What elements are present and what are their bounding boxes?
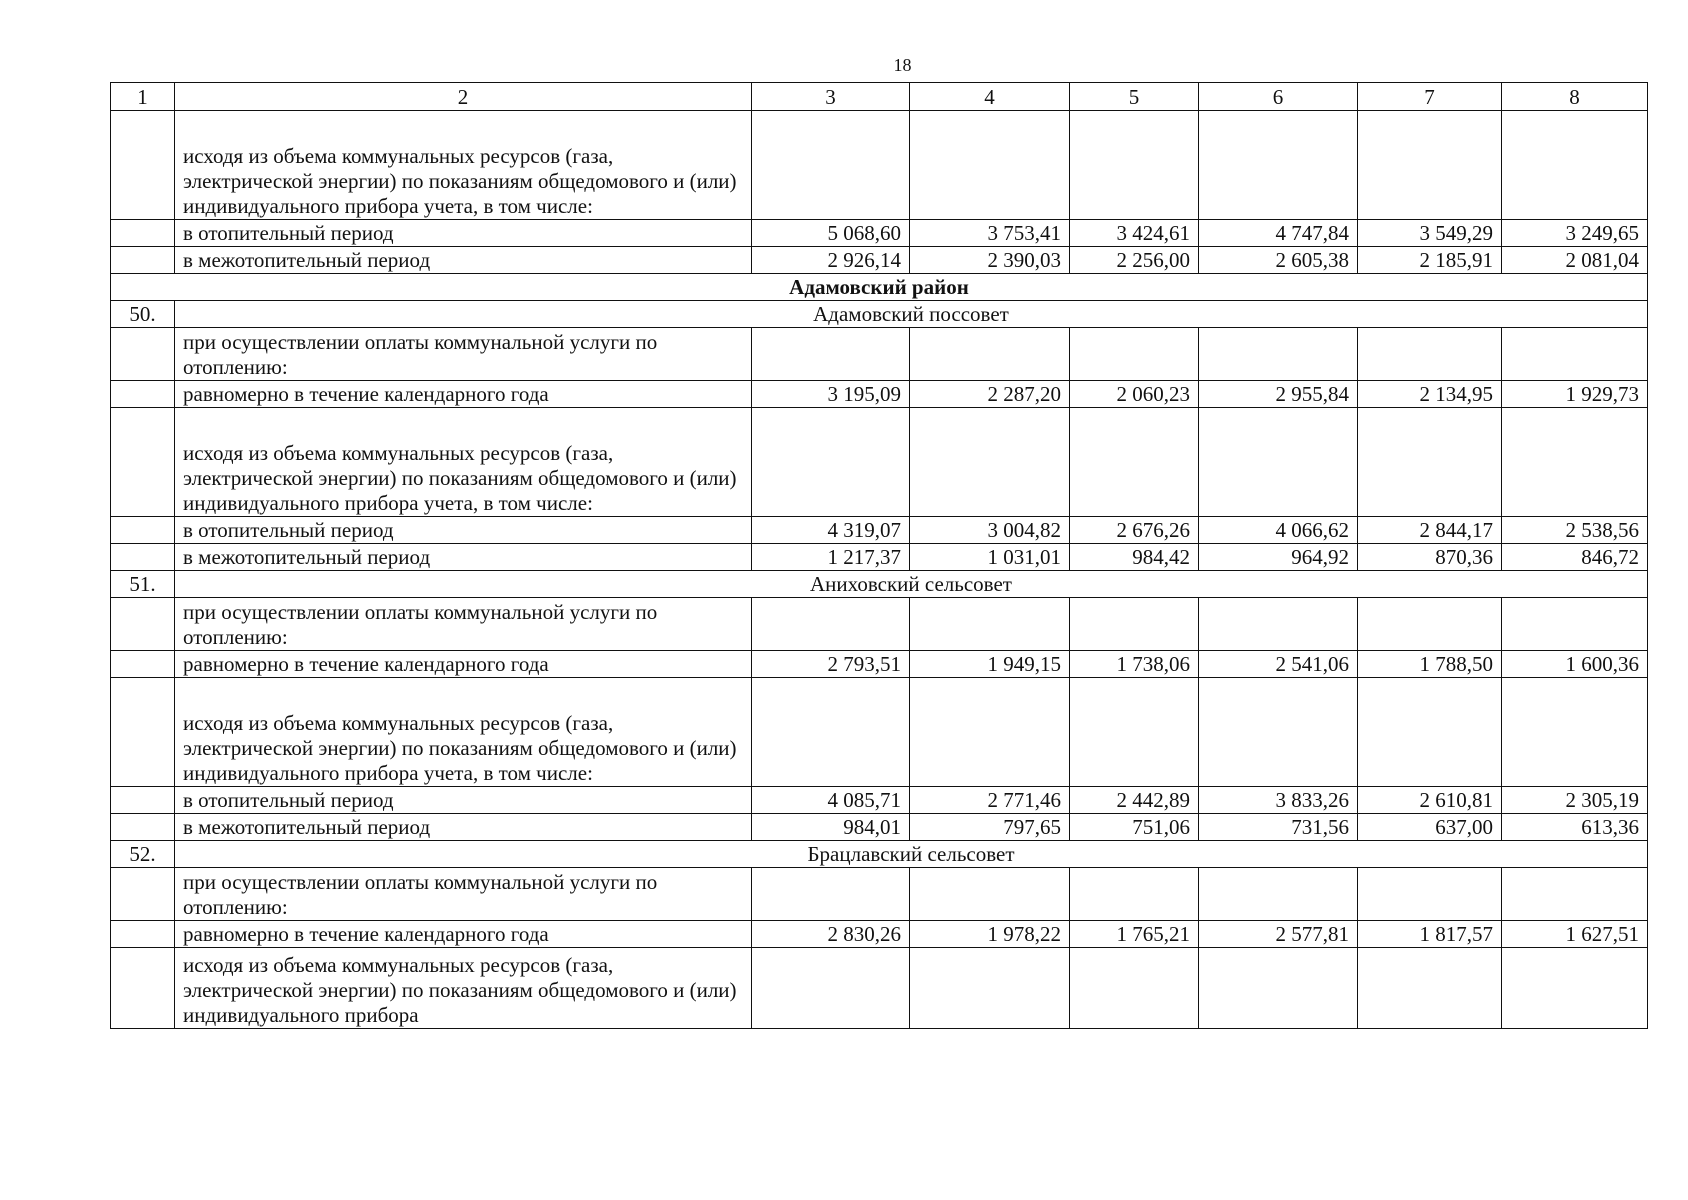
table-row (111, 787, 1648, 814)
value-cell (1358, 868, 1502, 921)
value-cell (1199, 948, 1358, 1029)
value-cell: 1 627,51 (1502, 921, 1648, 948)
row-index (111, 921, 175, 948)
row-index (111, 220, 175, 247)
row-index (111, 111, 175, 220)
row-index: 51. (111, 571, 175, 598)
value-cell: 3 249,65 (1502, 220, 1648, 247)
value-cell: 2 676,26 (1070, 517, 1199, 544)
value-cell: 1 738,06 (1070, 651, 1199, 678)
table-row (111, 814, 1648, 841)
value-cell: 2 442,89 (1070, 787, 1199, 814)
value-cell (1199, 408, 1358, 517)
row-description: в отопительный период (175, 787, 752, 814)
value-cell: 2 830,26 (752, 921, 910, 948)
value-cell (1502, 408, 1648, 517)
value-cell: 984,01 (752, 814, 910, 841)
row-description: в межотопительный период (175, 814, 752, 841)
value-cell: 751,06 (1070, 814, 1199, 841)
value-cell (1199, 328, 1358, 381)
value-cell: 1 788,50 (1358, 651, 1502, 678)
row-description: при осуществлении оплаты коммунальной услуги по отоплению: (175, 598, 752, 651)
column-number-row (111, 83, 1648, 111)
value-cell (910, 868, 1070, 921)
value-cell: 4 319,07 (752, 517, 910, 544)
value-cell (910, 598, 1070, 651)
row-index (111, 328, 175, 381)
row-index (111, 787, 175, 814)
row-index (111, 678, 175, 787)
value-cell (1199, 598, 1358, 651)
column-number: 4 (910, 83, 1070, 111)
value-cell (1358, 328, 1502, 381)
row-index (111, 544, 175, 571)
value-cell: 1 600,36 (1502, 651, 1648, 678)
row-index (111, 247, 175, 274)
row-index: 52. (111, 841, 175, 868)
column-number: 5 (1070, 83, 1199, 111)
row-index (111, 814, 175, 841)
value-cell (1358, 678, 1502, 787)
table-row (111, 678, 1648, 787)
settlement-name: Адамовский поссовет (175, 301, 1648, 328)
row-description: равномерно в течение календарного года (175, 381, 752, 408)
settlement-row (111, 301, 1648, 328)
value-cell (1502, 678, 1648, 787)
value-cell: 3 195,09 (752, 381, 910, 408)
value-cell: 2 185,91 (1358, 247, 1502, 274)
value-cell (1070, 598, 1199, 651)
value-cell: 2 390,03 (910, 247, 1070, 274)
settlement-row (111, 841, 1648, 868)
value-cell (1358, 948, 1502, 1029)
value-cell (1502, 111, 1648, 220)
table-row (111, 247, 1648, 274)
table-row (111, 381, 1648, 408)
row-index (111, 381, 175, 408)
row-index (111, 598, 175, 651)
value-cell: 4 747,84 (1199, 220, 1358, 247)
value-cell (1070, 868, 1199, 921)
district-name: Адамовский район (111, 274, 1648, 301)
row-description: в межотопительный период (175, 247, 752, 274)
value-cell: 1 031,01 (910, 544, 1070, 571)
value-cell: 1 765,21 (1070, 921, 1199, 948)
value-cell: 2 081,04 (1502, 247, 1648, 274)
row-description: исходя из объема коммунальных ресурсов (газа, электрической энергии) по показаниям общедомового и (или) индивидуального прибора (175, 948, 752, 1029)
value-cell: 4 085,71 (752, 787, 910, 814)
value-cell: 3 549,29 (1358, 220, 1502, 247)
value-cell (1358, 111, 1502, 220)
value-cell (1070, 948, 1199, 1029)
table-row (111, 544, 1648, 571)
row-index (111, 517, 175, 544)
row-description: равномерно в течение календарного года (175, 921, 752, 948)
value-cell: 1 929,73 (1502, 381, 1648, 408)
table-row (111, 868, 1648, 921)
value-cell: 2 955,84 (1199, 381, 1358, 408)
value-cell (1502, 868, 1648, 921)
column-number: 8 (1502, 83, 1648, 111)
value-cell: 846,72 (1502, 544, 1648, 571)
settlement-name: Аниховский сельсовет (175, 571, 1648, 598)
value-cell (910, 111, 1070, 220)
value-cell (1070, 328, 1199, 381)
value-cell: 3 004,82 (910, 517, 1070, 544)
value-cell (1358, 598, 1502, 651)
value-cell (1199, 678, 1358, 787)
settlement-row (111, 571, 1648, 598)
value-cell: 797,65 (910, 814, 1070, 841)
table-row (111, 328, 1648, 381)
row-description: при осуществлении оплаты коммунальной услуги по отоплению: (175, 868, 752, 921)
row-description: исходя из объема коммунальных ресурсов (газа, электрической энергии) по показаниям общедомового и (или) индивидуального прибора учета, в том числе: (175, 408, 752, 517)
value-cell: 637,00 (1358, 814, 1502, 841)
page-number: 18 (893, 55, 912, 75)
value-cell: 2 538,56 (1502, 517, 1648, 544)
column-number: 7 (1358, 83, 1502, 111)
value-cell (752, 868, 910, 921)
value-cell: 2 771,46 (910, 787, 1070, 814)
value-cell: 1 949,15 (910, 651, 1070, 678)
value-cell: 3 833,26 (1199, 787, 1358, 814)
value-cell: 2 305,19 (1502, 787, 1648, 814)
table-body (111, 83, 1648, 1029)
table-row (111, 598, 1648, 651)
value-cell: 1 217,37 (752, 544, 910, 571)
value-cell: 1 978,22 (910, 921, 1070, 948)
value-cell (1199, 868, 1358, 921)
value-cell: 731,56 (1199, 814, 1358, 841)
value-cell: 964,92 (1199, 544, 1358, 571)
value-cell: 613,36 (1502, 814, 1648, 841)
value-cell: 870,36 (1358, 544, 1502, 571)
value-cell (752, 678, 910, 787)
value-cell: 5 068,60 (752, 220, 910, 247)
column-number: 2 (175, 83, 752, 111)
row-index: 50. (111, 301, 175, 328)
value-cell (910, 328, 1070, 381)
value-cell: 2 926,14 (752, 247, 910, 274)
row-description: в межотопительный период (175, 544, 752, 571)
value-cell: 2 793,51 (752, 651, 910, 678)
table-row (111, 408, 1648, 517)
value-cell (752, 328, 910, 381)
value-cell: 3 753,41 (910, 220, 1070, 247)
settlement-name: Брацлавский сельсовет (175, 841, 1648, 868)
row-index (111, 408, 175, 517)
table-row (111, 948, 1648, 1029)
row-index (111, 651, 175, 678)
table-row (111, 517, 1648, 544)
table-row (111, 921, 1648, 948)
row-description: в отопительный период (175, 517, 752, 544)
value-cell: 1 817,57 (1358, 921, 1502, 948)
value-cell: 2 610,81 (1358, 787, 1502, 814)
row-description: равномерно в течение календарного года (175, 651, 752, 678)
value-cell (910, 948, 1070, 1029)
value-cell: 2 134,95 (1358, 381, 1502, 408)
column-number: 1 (111, 83, 175, 111)
value-cell (1199, 111, 1358, 220)
row-description: исходя из объема коммунальных ресурсов (газа, электрической энергии) по показаниям общедомового и (или) индивидуального прибора учета, в том числе: (175, 111, 752, 220)
value-cell (910, 678, 1070, 787)
value-cell (1070, 111, 1199, 220)
value-cell (1502, 948, 1648, 1029)
value-cell (752, 948, 910, 1029)
value-cell (1358, 408, 1502, 517)
row-index (111, 868, 175, 921)
value-cell: 3 424,61 (1070, 220, 1199, 247)
value-cell (752, 408, 910, 517)
value-cell (752, 598, 910, 651)
value-cell: 4 066,62 (1199, 517, 1358, 544)
row-description: исходя из объема коммунальных ресурсов (газа, электрической энергии) по показаниям общедомового и (или) индивидуального прибора учета, в том числе: (175, 678, 752, 787)
value-cell (1070, 678, 1199, 787)
value-cell (910, 408, 1070, 517)
district-section-row (111, 274, 1648, 301)
value-cell: 984,42 (1070, 544, 1199, 571)
value-cell: 2 256,00 (1070, 247, 1199, 274)
value-cell (1502, 328, 1648, 381)
column-number: 3 (752, 83, 910, 111)
value-cell: 2 605,38 (1199, 247, 1358, 274)
value-cell: 2 541,06 (1199, 651, 1358, 678)
table-row (111, 111, 1648, 220)
tariff-table (110, 82, 1648, 1029)
value-cell: 2 287,20 (910, 381, 1070, 408)
value-cell: 2 060,23 (1070, 381, 1199, 408)
row-description: при осуществлении оплаты коммунальной услуги по отоплению: (175, 328, 752, 381)
value-cell: 2 844,17 (1358, 517, 1502, 544)
value-cell (752, 111, 910, 220)
table-row (111, 651, 1648, 678)
table-row (111, 220, 1648, 247)
row-index (111, 948, 175, 1029)
column-number: 6 (1199, 83, 1358, 111)
value-cell (1070, 408, 1199, 517)
value-cell: 2 577,81 (1199, 921, 1358, 948)
value-cell (1502, 598, 1648, 651)
row-description: в отопительный период (175, 220, 752, 247)
